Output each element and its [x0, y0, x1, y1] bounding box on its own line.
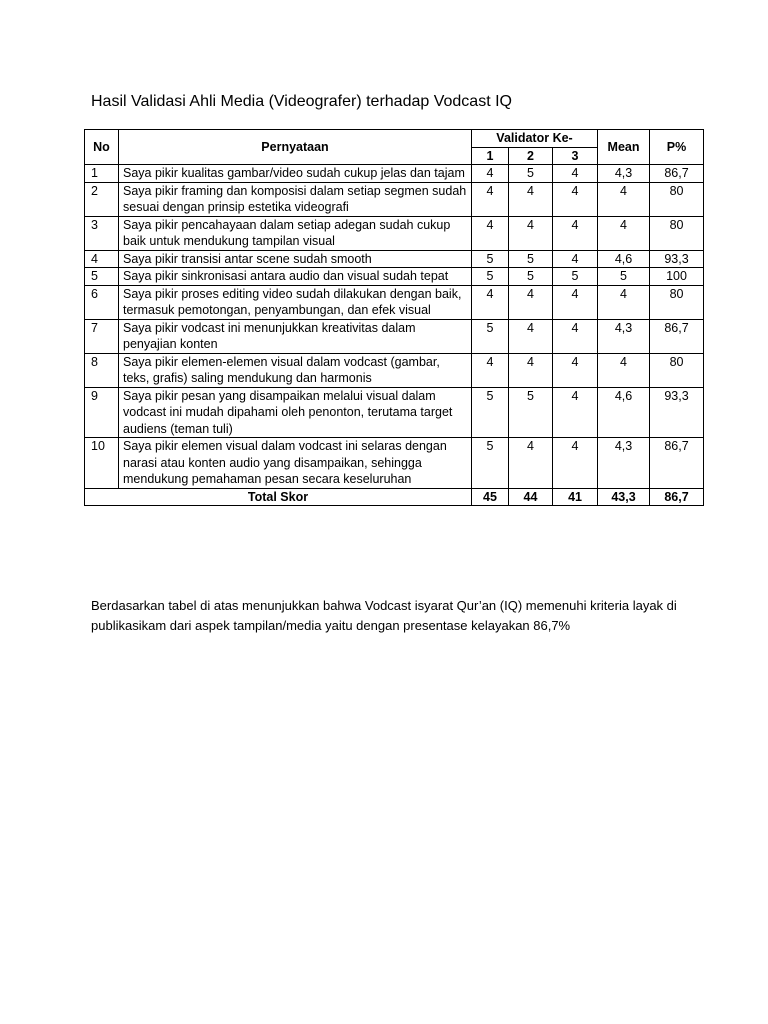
- header-validator-3: 3: [553, 147, 598, 165]
- cell-validator-2: 4: [509, 285, 553, 319]
- cell-validator-3: 4: [553, 216, 598, 250]
- header-mean: Mean: [598, 130, 650, 165]
- cell-validator-1: 5: [472, 387, 509, 438]
- cell-validator-1: 4: [472, 216, 509, 250]
- cell-statement: Saya pikir framing dan komposisi dalam setiap segmen sudah sesuai dengan prinsip estetika videografi: [119, 182, 472, 216]
- total-validator-2: 44: [509, 488, 553, 506]
- cell-statement: Saya pikir kualitas gambar/video sudah cukup jelas dan tajam: [119, 165, 472, 183]
- table-body: [85, 165, 704, 506]
- total-label: Total Skor: [85, 488, 472, 506]
- header-no: No: [85, 130, 119, 165]
- cell-validator-2: 5: [509, 165, 553, 183]
- cell-validator-2: 4: [509, 438, 553, 489]
- conclusion-paragraph: Berdasarkan tabel di atas menunjukkan bahwa Vodcast isyarat Qur’an (IQ) memenuhi kriteria layak di publikasikam dari aspek tampilan/media yaitu dengan presentase kelayakan 86,7%: [91, 598, 677, 633]
- cell-mean: 4,6: [598, 387, 650, 438]
- cell-mean: 4: [598, 182, 650, 216]
- cell-validator-3: 4: [553, 438, 598, 489]
- cell-mean: 4: [598, 216, 650, 250]
- table-row: [85, 165, 704, 183]
- cell-validator-1: 4: [472, 165, 509, 183]
- cell-validator-1: 4: [472, 182, 509, 216]
- table-row: [85, 268, 704, 286]
- cell-validator-1: 5: [472, 438, 509, 489]
- cell-validator-3: 4: [553, 182, 598, 216]
- cell-validator-1: 4: [472, 353, 509, 387]
- cell-validator-1: 5: [472, 250, 509, 268]
- table-row: [85, 182, 704, 216]
- cell-percent: 80: [650, 216, 704, 250]
- cell-percent: 100: [650, 268, 704, 286]
- cell-no: 1: [85, 165, 119, 183]
- cell-validator-3: 4: [553, 387, 598, 438]
- cell-no: 6: [85, 285, 119, 319]
- cell-validator-3: 4: [553, 319, 598, 353]
- total-validator-1: 45: [472, 488, 509, 506]
- table-row: [85, 285, 704, 319]
- page-title: Hasil Validasi Ahli Media (Videografer) terhadap Vodcast IQ: [91, 93, 512, 110]
- cell-validator-3: 4: [553, 353, 598, 387]
- cell-statement: Saya pikir pencahayaan dalam setiap adegan sudah cukup baik untuk mendukung tampilan visual: [119, 216, 472, 250]
- cell-percent: 86,7: [650, 319, 704, 353]
- cell-validator-2: 4: [509, 216, 553, 250]
- cell-validator-2: 4: [509, 319, 553, 353]
- header-validator-group: Validator Ke-: [472, 130, 598, 148]
- cell-mean: 4,6: [598, 250, 650, 268]
- cell-validator-2: 5: [509, 250, 553, 268]
- cell-mean: 5: [598, 268, 650, 286]
- table-row: [85, 216, 704, 250]
- cell-no: 8: [85, 353, 119, 387]
- cell-validator-1: 4: [472, 285, 509, 319]
- total-validator-3: 41: [553, 488, 598, 506]
- cell-validator-2: 5: [509, 268, 553, 286]
- table-row: [85, 438, 704, 489]
- total-row: [85, 488, 704, 506]
- header-statement: Pernyataan: [119, 130, 472, 165]
- cell-no: 10: [85, 438, 119, 489]
- total-percent: 86,7: [650, 488, 704, 506]
- cell-statement: Saya pikir transisi antar scene sudah smooth: [119, 250, 472, 268]
- cell-percent: 80: [650, 353, 704, 387]
- header-row-1: [85, 130, 704, 148]
- header-validator-1: 1: [472, 147, 509, 165]
- cell-validator-1: 5: [472, 319, 509, 353]
- cell-statement: Saya pikir pesan yang disampaikan melalui visual dalam vodcast ini mudah dipahami oleh penonton, terutama target audiens (teman tuli): [119, 387, 472, 438]
- cell-percent: 93,3: [650, 387, 704, 438]
- cell-no: 3: [85, 216, 119, 250]
- cell-mean: 4,3: [598, 438, 650, 489]
- total-mean: 43,3: [598, 488, 650, 506]
- cell-no: 2: [85, 182, 119, 216]
- cell-percent: 86,7: [650, 438, 704, 489]
- table-row: [85, 319, 704, 353]
- validation-table: [84, 129, 704, 506]
- table-row: [85, 250, 704, 268]
- cell-validator-2: 5: [509, 387, 553, 438]
- cell-no: 9: [85, 387, 119, 438]
- cell-mean: 4: [598, 285, 650, 319]
- cell-validator-3: 4: [553, 250, 598, 268]
- cell-mean: 4,3: [598, 319, 650, 353]
- cell-validator-2: 4: [509, 353, 553, 387]
- cell-percent: 80: [650, 285, 704, 319]
- cell-percent: 86,7: [650, 165, 704, 183]
- cell-validator-3: 4: [553, 165, 598, 183]
- table-row: [85, 387, 704, 438]
- cell-statement: Saya pikir elemen visual dalam vodcast ini selaras dengan narasi atau konten audio yang disampaikan, sehingga mendukung pemahaman pesan secara keseluruhan: [119, 438, 472, 489]
- cell-statement: Saya pikir vodcast ini menunjukkan kreativitas dalam penyajian konten: [119, 319, 472, 353]
- header-percent: P%: [650, 130, 704, 165]
- cell-percent: 80: [650, 182, 704, 216]
- cell-validator-3: 5: [553, 268, 598, 286]
- cell-validator-1: 5: [472, 268, 509, 286]
- cell-mean: 4,3: [598, 165, 650, 183]
- cell-statement: Saya pikir sinkronisasi antara audio dan visual sudah tepat: [119, 268, 472, 286]
- cell-percent: 93,3: [650, 250, 704, 268]
- header-validator-2: 2: [509, 147, 553, 165]
- cell-validator-2: 4: [509, 182, 553, 216]
- cell-statement: Saya pikir elemen-elemen visual dalam vodcast (gambar, teks, grafis) saling mendukung dan harmonis: [119, 353, 472, 387]
- cell-no: 5: [85, 268, 119, 286]
- cell-mean: 4: [598, 353, 650, 387]
- cell-statement: Saya pikir proses editing video sudah dilakukan dengan baik, termasuk pemotongan, penyambungan, dan efek visual: [119, 285, 472, 319]
- table-row: [85, 353, 704, 387]
- cell-no: 4: [85, 250, 119, 268]
- cell-no: 7: [85, 319, 119, 353]
- cell-validator-3: 4: [553, 285, 598, 319]
